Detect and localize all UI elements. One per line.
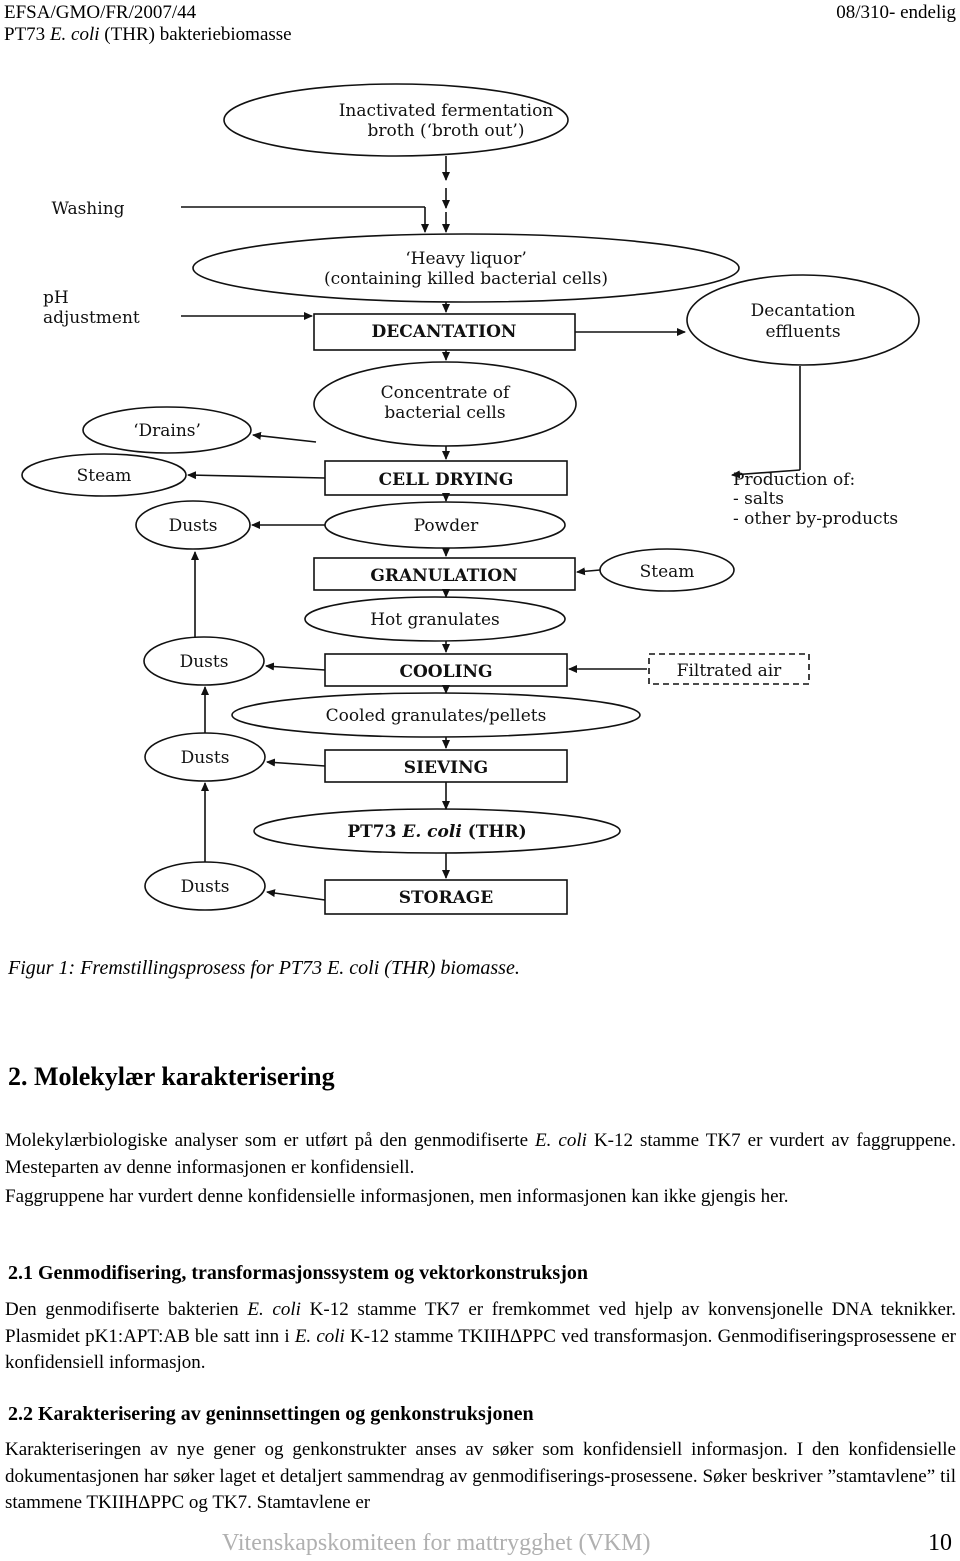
species-name: E. coli (294, 1325, 345, 1347)
effluents-label-2: effluents (765, 322, 841, 342)
figure-caption: Figur 1: Fremstillingsprosess for PT73 E. coli (THR) biomasse. (8, 957, 520, 979)
effluents-label-1: Decantation (750, 301, 856, 321)
section-heading-2-1: 2.1 Genmodifisering, transformasjonssystem og vektorkonstruksjon (8, 1262, 588, 1284)
subject-prefix: PT73 (4, 24, 46, 45)
paragraph-text: K-12 stamme TK7 er vurdert av faggruppene. Mesteparten av denne informasjonen er konfidensiell. (5, 1130, 956, 1178)
section-2-paragraph-1 (5, 1128, 956, 1181)
doc-status: 08/310- endelig (836, 2, 956, 23)
broth-label-2: broth (‘broth out’) (367, 121, 525, 141)
doc-reference: EFSA/GMO/FR/2007/44 (4, 2, 197, 23)
dusts-label-1: Dusts (168, 516, 218, 536)
subject-species: E. coli (49, 24, 100, 45)
paragraph-text: Den genmodifiserte bakterien (5, 1299, 239, 1320)
dusts-label-4: Dusts (180, 877, 230, 897)
dusts-label-3: Dusts (180, 748, 230, 768)
species-name: E. coli (535, 1130, 587, 1151)
hot-granulates-label: Hot granulates (370, 610, 500, 630)
footer-organization: Vitenskapskomiteen for mattrygghet (VKM) (222, 1530, 651, 1556)
concentrate-label-1: Concentrate of (380, 383, 510, 403)
ph-label-1: pH (43, 288, 69, 308)
section-2-paragraph-2: Faggruppene har vurdert denne konfidensielle informasjonen, men informasjonen kan ikke gjengis her. (5, 1186, 789, 1207)
drains-label: ‘Drains’ (133, 421, 201, 441)
steam-left-label: Steam (76, 466, 132, 486)
paragraph-text: K-12 stamme TKIIHΔPPC ved transformasjon. Genmodifiseringsprosessene er konfidensiell informasjon. (5, 1325, 957, 1373)
cooling-label: COOLING (399, 662, 493, 682)
granulation-label: GRANULATION (370, 566, 518, 586)
product-suffix: (THR) (467, 822, 527, 842)
cooled-label: Cooled granulates/pellets (325, 706, 547, 726)
sieving-label: SIEVING (403, 758, 489, 778)
storage-label: STORAGE (398, 888, 494, 908)
paragraph-text: Molekylærbiologiske analyser som er utført på den genmodifiserte (5, 1130, 528, 1151)
dusts-label-2: Dusts (179, 652, 229, 672)
product-prefix: PT73 (347, 822, 397, 842)
heavy-liquor-label-2: (containing killed bacterial cells) (323, 269, 609, 289)
species-name: E. coli (247, 1299, 301, 1320)
section-heading-2-2: 2.2 Karakterisering av geninnsettingen og genkonstruksjonen (8, 1403, 534, 1425)
cell-drying-label: CELL DRYING (378, 470, 514, 490)
doc-subject (4, 24, 292, 46)
paragraph-text: K-12 stamme TK7 er fremkommet ved hjelp av konvensjonelle DNA teknikker. Plasmidet pK1:APT:AB ble satt inn i (5, 1299, 957, 1347)
ph-label-2: adjustment (43, 308, 140, 328)
broth-label-1: Inactivated fermentation (338, 101, 554, 121)
section-2-2-paragraph: Karakteriseringen av nye gener og genkonstrukter anses av søker som konfidensiell informasjon. I den konfidensielle dokumentasjonen har søker laget et detaljert sammendrag av genmodifiserings-prosessene. Søker beskriver ”stamtavlene” til stammene TKIIHΔPPC og TK7. Stamtavlene er (5, 1439, 956, 1513)
process-flow-diagram (0, 70, 960, 950)
steam-right-label: Steam (639, 562, 695, 582)
washing-label: Washing (51, 199, 125, 219)
page-number: 10 (928, 1530, 952, 1556)
subject-suffix: (THR) bakteriebiomasse (104, 24, 292, 45)
production-label-3: - other by-products (733, 509, 899, 529)
section-heading-2: 2. Molekylær karakterisering (8, 1062, 335, 1091)
product-label (347, 822, 526, 842)
heavy-liquor-label-1: ‘Heavy liquor’ (405, 249, 527, 269)
filtrated-air-label: Filtrated air (676, 661, 782, 681)
decantation-label: DECANTATION (371, 322, 517, 342)
product-species: E. coli (402, 822, 462, 842)
powder-label: Powder (413, 516, 479, 536)
production-label-1: Production of: (733, 470, 856, 490)
production-label-2: - salts (733, 489, 784, 509)
concentrate-label-2: bacterial cells (384, 403, 506, 423)
section-2-1-paragraph (5, 1297, 956, 1377)
